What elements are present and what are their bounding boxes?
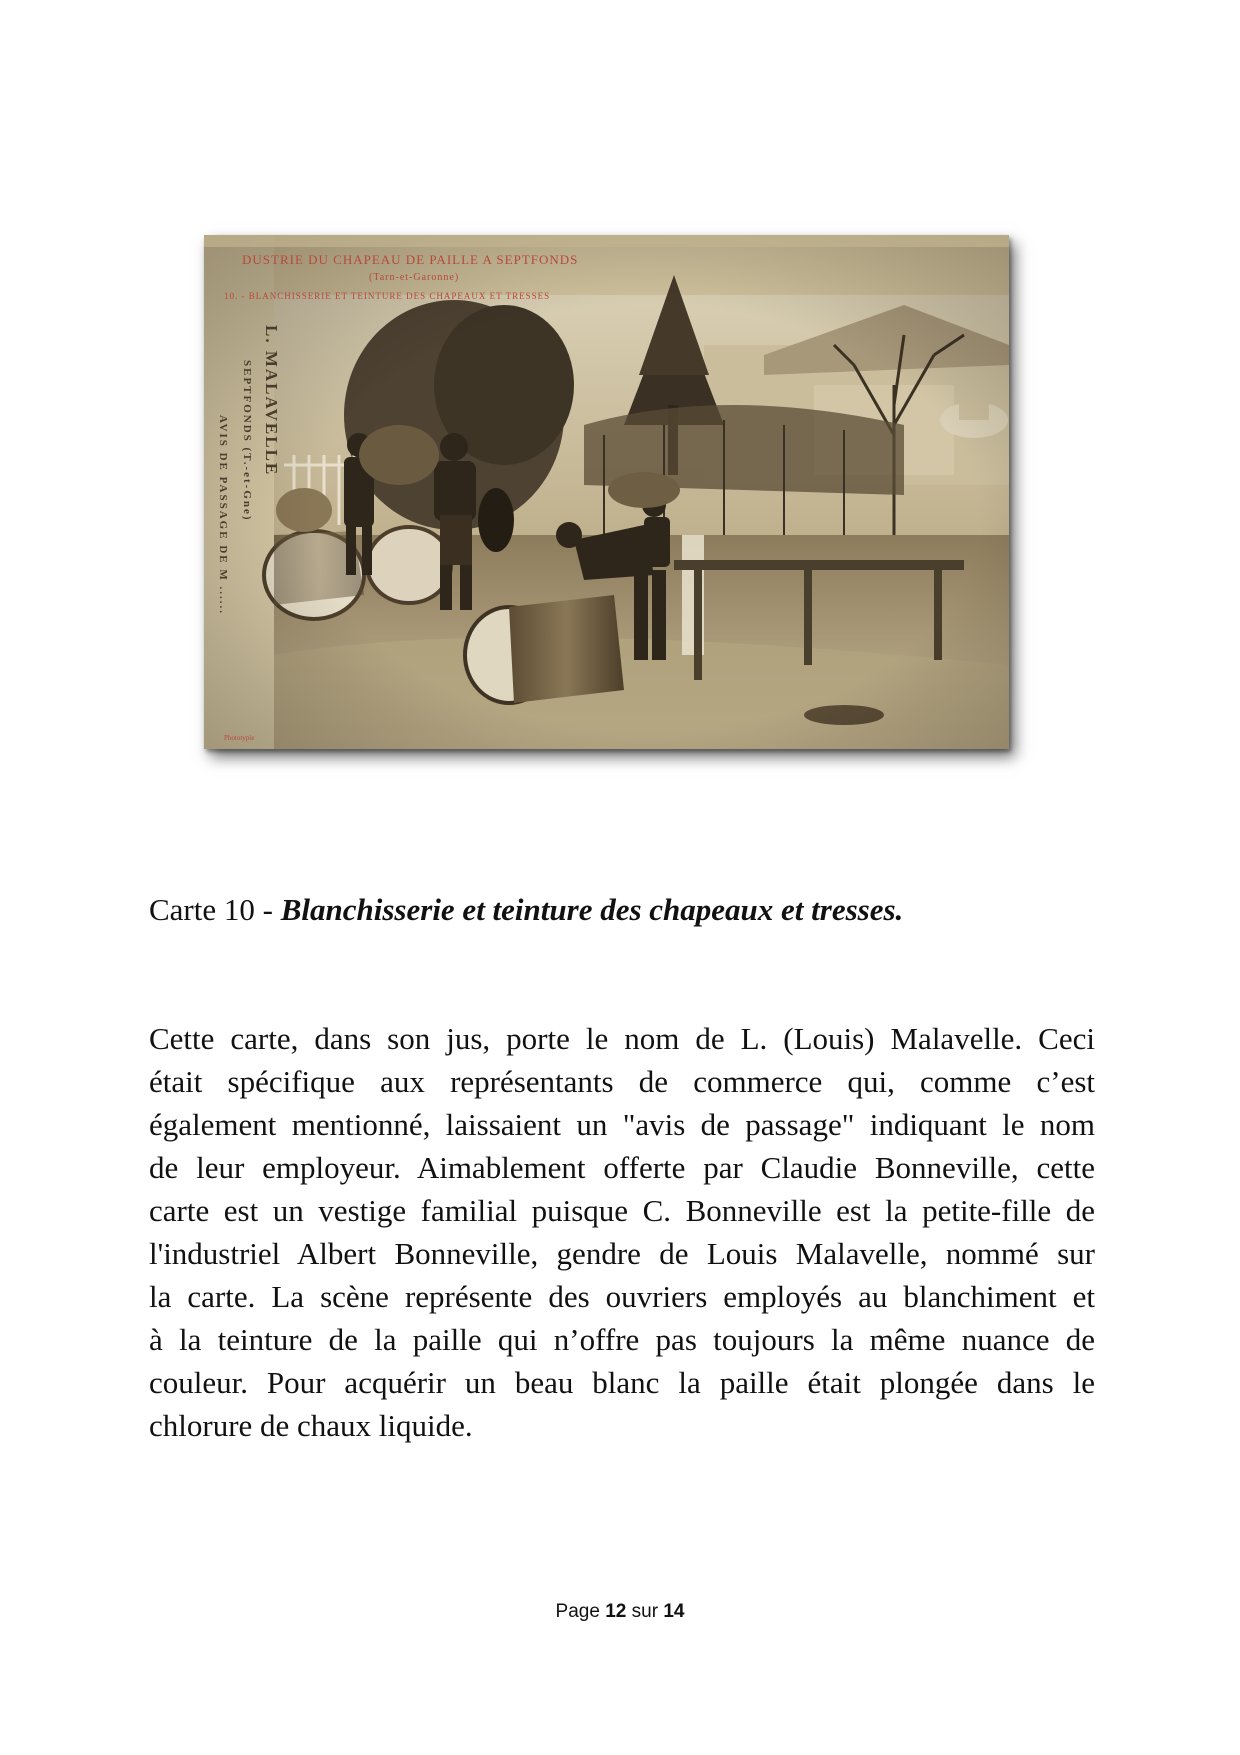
postcard-image	[204, 235, 1009, 749]
caption-title: Blanchisserie et teinture des chapeaux et tresses.	[280, 892, 904, 927]
caption-prefix: Carte 10 -	[149, 892, 281, 927]
paragraph-line: était spécifique aux représentants de commerce qui, comme c’est	[149, 1064, 1095, 1099]
figure-caption	[149, 890, 1109, 930]
postcard-side-notice: AVIS DE PASSAGE DE M ......	[217, 415, 229, 615]
postcard-photo	[204, 235, 1009, 749]
postcard-side-name: L. MALAVELLE	[262, 325, 281, 477]
paragraph-line: également mentionné, laissaient un "avis de passage" indiquant le nom	[149, 1107, 1095, 1142]
page-total: 14	[663, 1601, 685, 1622]
page-footer	[0, 1601, 1240, 1623]
body-paragraph	[149, 1017, 1095, 1447]
paragraph-line: carte est un vestige familial puisque C. Bonneville est la petite-fille de	[149, 1193, 1095, 1228]
paragraph-line: de leur employeur. Aimablement offerte par Claudie Bonneville, cette	[149, 1150, 1095, 1185]
postcard-side-town: SEPTFONDS (T.-et-Gne)	[241, 360, 253, 522]
paragraph-line: l'industriel Albert Bonneville, gendre de Louis Malavelle, nommé sur	[149, 1236, 1095, 1271]
paragraph-line: à la teinture de la paille qui n’offre pas toujours la même nuance de	[149, 1322, 1095, 1357]
postcard-header-1: DUSTRIE DU CHAPEAU DE PAILLE A SEPTFONDS	[242, 252, 579, 267]
postcard-header-2: (Tarn-et-Garonne)	[369, 272, 460, 283]
paragraph-line: couleur. Pour acquérir un beau blanc la paille était plongée dans le	[149, 1365, 1095, 1400]
postcard-header-3: 10. - BLANCHISSERIE ET TEINTURE DES CHAPEAUX ET TRESSES	[224, 291, 551, 301]
paragraph-line: chlorure de chaux liquide.	[149, 1408, 473, 1443]
postcard-credit: Phototypie	[224, 734, 255, 742]
paragraph-line: la carte. La scène représente des ouvriers employés au blanchiment et	[149, 1279, 1095, 1314]
of-word: sur	[631, 1601, 659, 1622]
page-word: Page	[555, 1601, 600, 1622]
page-current: 12	[605, 1601, 627, 1622]
paragraph-line: Cette carte, dans son jus, porte le nom de L. (Louis) Malavelle. Ceci	[149, 1021, 1095, 1056]
